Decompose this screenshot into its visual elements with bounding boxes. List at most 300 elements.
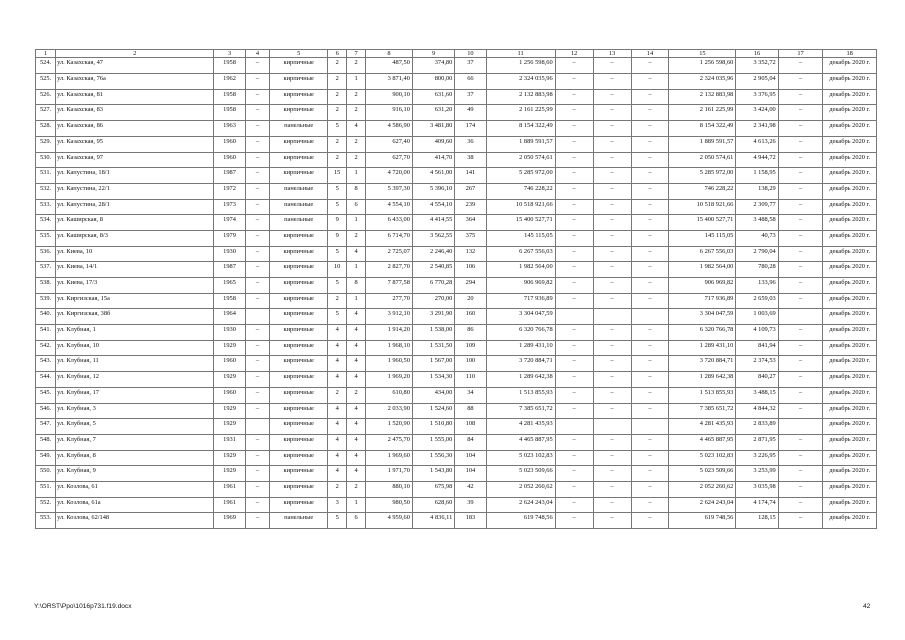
row-number-cell: 545. [36,387,56,403]
residents-cell: 239 [455,199,486,215]
cost-col-12-cell: – [555,450,593,466]
floors-cell: 5 [328,121,347,137]
cost-col-17-cell: – [778,168,823,184]
entrances-cell: 4 [347,434,366,450]
total-cost-cell: 15 400 527,71 [486,215,555,231]
housing-repair-table [35,49,877,529]
table-row [36,262,877,278]
cost-col-14-cell: – [631,136,669,152]
year-renovated-cell: – [245,293,270,309]
year-renovated-cell: – [245,121,270,137]
floors-cell: 5 [328,183,347,199]
entrances-cell: 1 [347,293,366,309]
row-number-cell: 536. [36,246,56,262]
cost-col-12-cell: – [555,403,593,419]
living-area-cell: 1 555,00 [412,434,454,450]
cost-per-m2-cell: 4 844,32 [736,403,778,419]
year-renovated-cell: – [245,450,270,466]
cost-col-14-cell [631,419,669,435]
total-area-cell: 6 433,00 [366,215,413,231]
address-cell: ул. Клубная, 5 [56,419,214,435]
cost-col-17-cell: – [778,466,823,482]
year-built-cell: 1961 [214,481,245,497]
table-row [36,105,877,121]
year-renovated-cell: – [245,168,270,184]
cost-col-14-cell: – [631,497,669,513]
column-number-cell: 16 [736,50,778,58]
cost-per-m2-cell: 2 309,77 [736,199,778,215]
wall-material-cell: кирпичные [270,262,328,278]
cost-col-13-cell: – [593,121,631,137]
cost-per-m2-cell: 4 174,74 [736,497,778,513]
cost-col-17-cell: – [778,183,823,199]
address-cell: ул. Казахская, 47 [56,58,214,74]
cost-col-12-cell: – [555,105,593,121]
cost-col-14-cell: – [631,293,669,309]
year-built-cell: 1969 [214,513,245,529]
cost-col-12-cell: – [555,434,593,450]
floors-cell: 4 [328,466,347,482]
cost-per-m2-cell: 3 226,95 [736,450,778,466]
address-cell: ул. Клубная, 17 [56,387,214,403]
cost-col-12-cell: – [555,136,593,152]
total-area-cell: 4 554,10 [366,199,413,215]
table-row [36,293,877,309]
year-renovated-cell: – [245,466,270,482]
year-renovated-cell: – [245,372,270,388]
floors-cell: 4 [328,403,347,419]
address-cell: ул. Киева, 10 [56,246,214,262]
column-number-cell: 2 [56,50,214,58]
cost-col-13-cell: – [593,340,631,356]
row-number-cell: 535. [36,230,56,246]
page-number: 42 [863,603,871,610]
year-renovated-cell: – [245,356,270,372]
year-built-cell: 1929 [214,466,245,482]
cost-per-m2-cell: 138,29 [736,183,778,199]
total-area-cell: 4 586,90 [366,121,413,137]
cost-col-12-cell: – [555,152,593,168]
year-renovated-cell: – [245,434,270,450]
living-area-cell: 1 543,80 [412,466,454,482]
living-area-cell: 4 836,11 [412,513,454,529]
floors-cell: 4 [328,340,347,356]
cost-col-12-cell: – [555,325,593,341]
wall-material-cell: кирпичные [270,246,328,262]
address-cell: ул. Казахская, 83 [56,105,214,121]
wall-material-cell: кирпичные [270,372,328,388]
entrances-cell: 1 [347,215,366,231]
floors-cell: 9 [328,230,347,246]
cost-col-12-cell: – [555,481,593,497]
completion-date-cell: декабрь 2020 г. [823,387,877,403]
entrances-cell: 2 [347,230,366,246]
entrances-cell: 6 [347,513,366,529]
living-area-cell: 3 481,80 [412,121,454,137]
address-cell: ул. Капустина, 18/1 [56,168,214,184]
cost-col-13-cell: – [593,74,631,90]
table-row [36,136,877,152]
cost-col-14-cell: – [631,168,669,184]
total-area-cell: 1 520,90 [366,419,413,435]
entrances-cell: 1 [347,74,366,90]
floors-cell: 5 [328,309,347,325]
year-renovated-cell: – [245,481,270,497]
residents-cell: 108 [455,419,486,435]
year-built-cell: 1929 [214,450,245,466]
address-cell: ул. Клубная, 12 [56,372,214,388]
cost-col-12-cell: – [555,262,593,278]
year-renovated-cell: – [245,497,270,513]
wall-material-cell: кирпичные [270,403,328,419]
entrances-cell: 4 [347,121,366,137]
cost-col-17-cell [778,309,823,325]
cost-col-12-cell: – [555,246,593,262]
total-cost-cell: 3 720 884,71 [486,356,555,372]
total-area-cell: 4 959,60 [366,513,413,529]
living-area-cell: 1 534,30 [412,372,454,388]
table-row [36,230,877,246]
year-renovated-cell: – [245,199,270,215]
row-number-cell: 548. [36,434,56,450]
table-row [36,325,877,341]
total-area-cell: 1 914,20 [366,325,413,341]
cost-col-14-cell: – [631,199,669,215]
cost-col-12-cell: – [555,278,593,294]
entrances-cell: 2 [347,105,366,121]
living-area-cell: 2 246,40 [412,246,454,262]
row-number-cell: 530. [36,152,56,168]
cost-col-17-cell: – [778,403,823,419]
year-renovated-cell: – [245,325,270,341]
year-built-cell: 1958 [214,89,245,105]
total-area-cell: 2 827,70 [366,262,413,278]
cost-col-17-cell: – [778,434,823,450]
completion-date-cell: декабрь 2020 г. [823,121,877,137]
entrances-cell: 4 [347,403,366,419]
address-cell: ул. Казахская, 76а [56,74,214,90]
floors-cell: 2 [328,136,347,152]
cost-col-15-cell: 5 023 509,66 [669,466,736,482]
cost-col-17-cell: – [778,199,823,215]
entrances-cell: 4 [347,419,366,435]
cost-col-12-cell: – [555,199,593,215]
row-number-cell: 544. [36,372,56,388]
cost-col-17-cell: – [778,325,823,341]
total-cost-cell: 7 385 651,72 [486,403,555,419]
cost-col-12-cell: – [555,215,593,231]
floors-cell: 2 [328,74,347,90]
cost-col-14-cell: – [631,74,669,90]
completion-date-cell: декабрь 2020 г. [823,309,877,325]
completion-date-cell: декабрь 2020 г. [823,215,877,231]
total-cost-cell: 619 748,56 [486,513,555,529]
table-row [36,497,877,513]
cost-col-14-cell: – [631,372,669,388]
wall-material-cell: кирпичные [270,309,328,325]
living-area-cell: 1 524,60 [412,403,454,419]
residents-cell: 183 [455,513,486,529]
cost-col-15-cell: 6 267 556,03 [669,246,736,262]
completion-date-cell: декабрь 2020 г. [823,481,877,497]
cost-col-15-cell: 1 889 591,57 [669,136,736,152]
living-area-cell: 3 562,55 [412,230,454,246]
address-cell: ул. Казахская, 86 [56,121,214,137]
cost-col-13-cell: – [593,105,631,121]
cost-col-15-cell: 2 324 035,96 [669,74,736,90]
cost-per-m2-cell: 4 613,26 [736,136,778,152]
completion-date-cell: декабрь 2020 г. [823,356,877,372]
cost-col-17-cell: – [778,74,823,90]
table-row [36,403,877,419]
entrances-cell: 1 [347,168,366,184]
address-cell: ул. Казахская, 81 [56,89,214,105]
entrances-cell: 4 [347,372,366,388]
cost-col-13-cell: – [593,215,631,231]
address-cell: ул. Киргизская, 38б [56,309,214,325]
entrances-cell: 2 [347,89,366,105]
cost-col-15-cell: 1 256 598,60 [669,58,736,74]
row-number-cell: 534. [36,215,56,231]
cost-col-12-cell [555,309,593,325]
year-built-cell: 1964 [214,309,245,325]
year-renovated-cell: – [245,74,270,90]
total-area-cell: 980,50 [366,497,413,513]
residents-cell: 20 [455,293,486,309]
entrances-cell: 2 [347,58,366,74]
cost-col-15-cell: 2 161 225,99 [669,105,736,121]
year-built-cell: 1962 [214,74,245,90]
year-built-cell: 1930 [214,246,245,262]
completion-date-cell: декабрь 2020 г. [823,168,877,184]
wall-material-cell: кирпичные [270,278,328,294]
table-row [36,434,877,450]
table-row [36,450,877,466]
residents-cell: 141 [455,168,486,184]
cost-col-14-cell: – [631,450,669,466]
cost-col-14-cell [631,309,669,325]
floors-cell: 4 [328,372,347,388]
cost-col-12-cell: – [555,372,593,388]
entrances-cell: 2 [347,152,366,168]
completion-date-cell: декабрь 2020 г. [823,262,877,278]
total-cost-cell: 2 324 035,96 [486,74,555,90]
cost-col-17-cell: – [778,293,823,309]
wall-material-cell: кирпичные [270,387,328,403]
row-number-cell: 529. [36,136,56,152]
table-row [36,372,877,388]
residents-cell: 84 [455,434,486,450]
table-row [36,513,877,529]
cost-col-14-cell: – [631,387,669,403]
wall-material-cell: кирпичные [270,356,328,372]
total-cost-cell: 10 518 921,66 [486,199,555,215]
total-cost-cell: 6 267 556,03 [486,246,555,262]
entrances-cell: 4 [347,340,366,356]
year-built-cell: 1929 [214,403,245,419]
year-built-cell: 1930 [214,325,245,341]
wall-material-cell: кирпичные [270,293,328,309]
completion-date-cell: декабрь 2020 г. [823,434,877,450]
cost-col-14-cell: – [631,403,669,419]
year-renovated-cell: – [245,230,270,246]
total-area-cell: 2 725,07 [366,246,413,262]
row-number-cell: 543. [36,356,56,372]
cost-col-15-cell: 7 385 651,72 [669,403,736,419]
cost-col-15-cell: 1 982 564,00 [669,262,736,278]
table-row [36,246,877,262]
cost-col-15-cell: 717 936,89 [669,293,736,309]
year-renovated-cell [245,419,270,435]
address-cell: ул. Клубная, 10 [56,340,214,356]
cost-col-12-cell: – [555,121,593,137]
year-built-cell: 1963 [214,121,245,137]
cost-col-14-cell: – [631,230,669,246]
year-built-cell: 1960 [214,136,245,152]
total-area-cell: 627,70 [366,152,413,168]
table-row [36,278,877,294]
total-cost-cell: 2 052 260,62 [486,481,555,497]
living-area-cell: 2 540,85 [412,262,454,278]
year-built-cell: 1987 [214,168,245,184]
cost-per-m2-cell: 2 905,04 [736,74,778,90]
document-path: Y:\ORST\Ppo\1016р731.f19.docx [34,603,132,610]
table-row [36,58,877,74]
total-cost-cell: 145 115,05 [486,230,555,246]
floors-cell: 3 [328,497,347,513]
cost-col-13-cell: – [593,387,631,403]
entrances-cell: 2 [347,481,366,497]
cost-per-m2-cell: 3 376,95 [736,89,778,105]
cost-per-m2-cell: 128,15 [736,513,778,529]
cost-col-12-cell: – [555,74,593,90]
year-built-cell: 1960 [214,387,245,403]
cost-col-15-cell: 3 304 047,59 [669,309,736,325]
total-area-cell: 3 912,10 [366,309,413,325]
total-area-cell: 1 971,70 [366,466,413,482]
total-cost-cell: 5 023 102,83 [486,450,555,466]
floors-cell: 9 [328,215,347,231]
year-built-cell: 1987 [214,262,245,278]
year-built-cell: 1960 [214,152,245,168]
residents-cell: 38 [455,152,486,168]
cost-col-15-cell: 4 465 887,95 [669,434,736,450]
completion-date-cell: декабрь 2020 г. [823,58,877,74]
address-cell: ул. Киева, 14/1 [56,262,214,278]
year-built-cell: 1960 [214,356,245,372]
total-area-cell: 487,50 [366,58,413,74]
year-renovated-cell: – [245,262,270,278]
wall-material-cell: кирпичные [270,58,328,74]
table-row [36,199,877,215]
year-renovated-cell: – [245,246,270,262]
total-area-cell: 1 968,10 [366,340,413,356]
cost-col-13-cell: – [593,466,631,482]
living-area-cell: 4 554,10 [412,199,454,215]
year-built-cell: 1965 [214,278,245,294]
wall-material-cell: кирпичные [270,168,328,184]
residents-cell: 174 [455,121,486,137]
wall-material-cell: панельные [270,183,328,199]
living-area-cell: 675,98 [412,481,454,497]
cost-col-17-cell: – [778,246,823,262]
cost-col-12-cell: – [555,183,593,199]
cost-col-17-cell: – [778,89,823,105]
cost-col-14-cell: – [631,215,669,231]
cost-col-17-cell: – [778,105,823,121]
cost-col-13-cell: – [593,356,631,372]
living-area-cell: 1 556,30 [412,450,454,466]
year-renovated-cell: – [245,403,270,419]
table-row [36,466,877,482]
total-area-cell: 4 720,00 [366,168,413,184]
total-cost-cell: 4 281 435,93 [486,419,555,435]
living-area-cell: 631,60 [412,89,454,105]
entrances-cell: 4 [347,450,366,466]
cost-col-13-cell: – [593,325,631,341]
year-renovated-cell: – [245,152,270,168]
wall-material-cell: кирпичные [270,497,328,513]
address-cell: ул. Клубная, 8 [56,450,214,466]
completion-date-cell: декабрь 2020 г. [823,246,877,262]
cost-col-17-cell: – [778,450,823,466]
total-cost-cell: 1 289 642,38 [486,372,555,388]
cost-col-13-cell: – [593,481,631,497]
completion-date-cell: декабрь 2020 г. [823,152,877,168]
table-row [36,168,877,184]
total-area-cell: 5 397,30 [366,183,413,199]
living-area-cell: 6 770,28 [412,278,454,294]
cost-col-17-cell: – [778,121,823,137]
table-row [36,89,877,105]
table-row [36,481,877,497]
completion-date-cell: декабрь 2020 г. [823,199,877,215]
completion-date-cell: декабрь 2020 г. [823,325,877,341]
year-built-cell: 1958 [214,105,245,121]
year-built-cell: 1973 [214,199,245,215]
address-cell: ул. Клубная, 9 [56,466,214,482]
living-area-cell: 631,20 [412,105,454,121]
completion-date-cell: декабрь 2020 г. [823,278,877,294]
total-cost-cell: 2 050 574,61 [486,152,555,168]
year-renovated-cell: – [245,387,270,403]
cost-col-17-cell: – [778,356,823,372]
living-area-cell: 800,00 [412,74,454,90]
column-number-cell: 1 [36,50,56,58]
cost-col-12-cell: – [555,466,593,482]
row-number-cell: 551. [36,481,56,497]
year-built-cell: 1958 [214,58,245,74]
living-area-cell: 1 510,80 [412,419,454,435]
total-area-cell: 277,70 [366,293,413,309]
entrances-cell: 4 [347,246,366,262]
address-cell: ул. Клубная, 11 [56,356,214,372]
row-number-cell: 552. [36,497,56,513]
cost-col-12-cell: – [555,340,593,356]
completion-date-cell: декабрь 2020 г. [823,230,877,246]
completion-date-cell: декабрь 2020 г. [823,89,877,105]
cost-col-15-cell: 906 969,82 [669,278,736,294]
cost-col-12-cell: – [555,230,593,246]
cost-per-m2-cell: 780,28 [736,262,778,278]
wall-material-cell: кирпичные [270,481,328,497]
year-built-cell: 1929 [214,340,245,356]
floors-cell: 2 [328,89,347,105]
column-number-cell: 3 [214,50,245,58]
cost-col-14-cell: – [631,89,669,105]
row-number-cell: 538. [36,278,56,294]
cost-col-13-cell [593,309,631,325]
